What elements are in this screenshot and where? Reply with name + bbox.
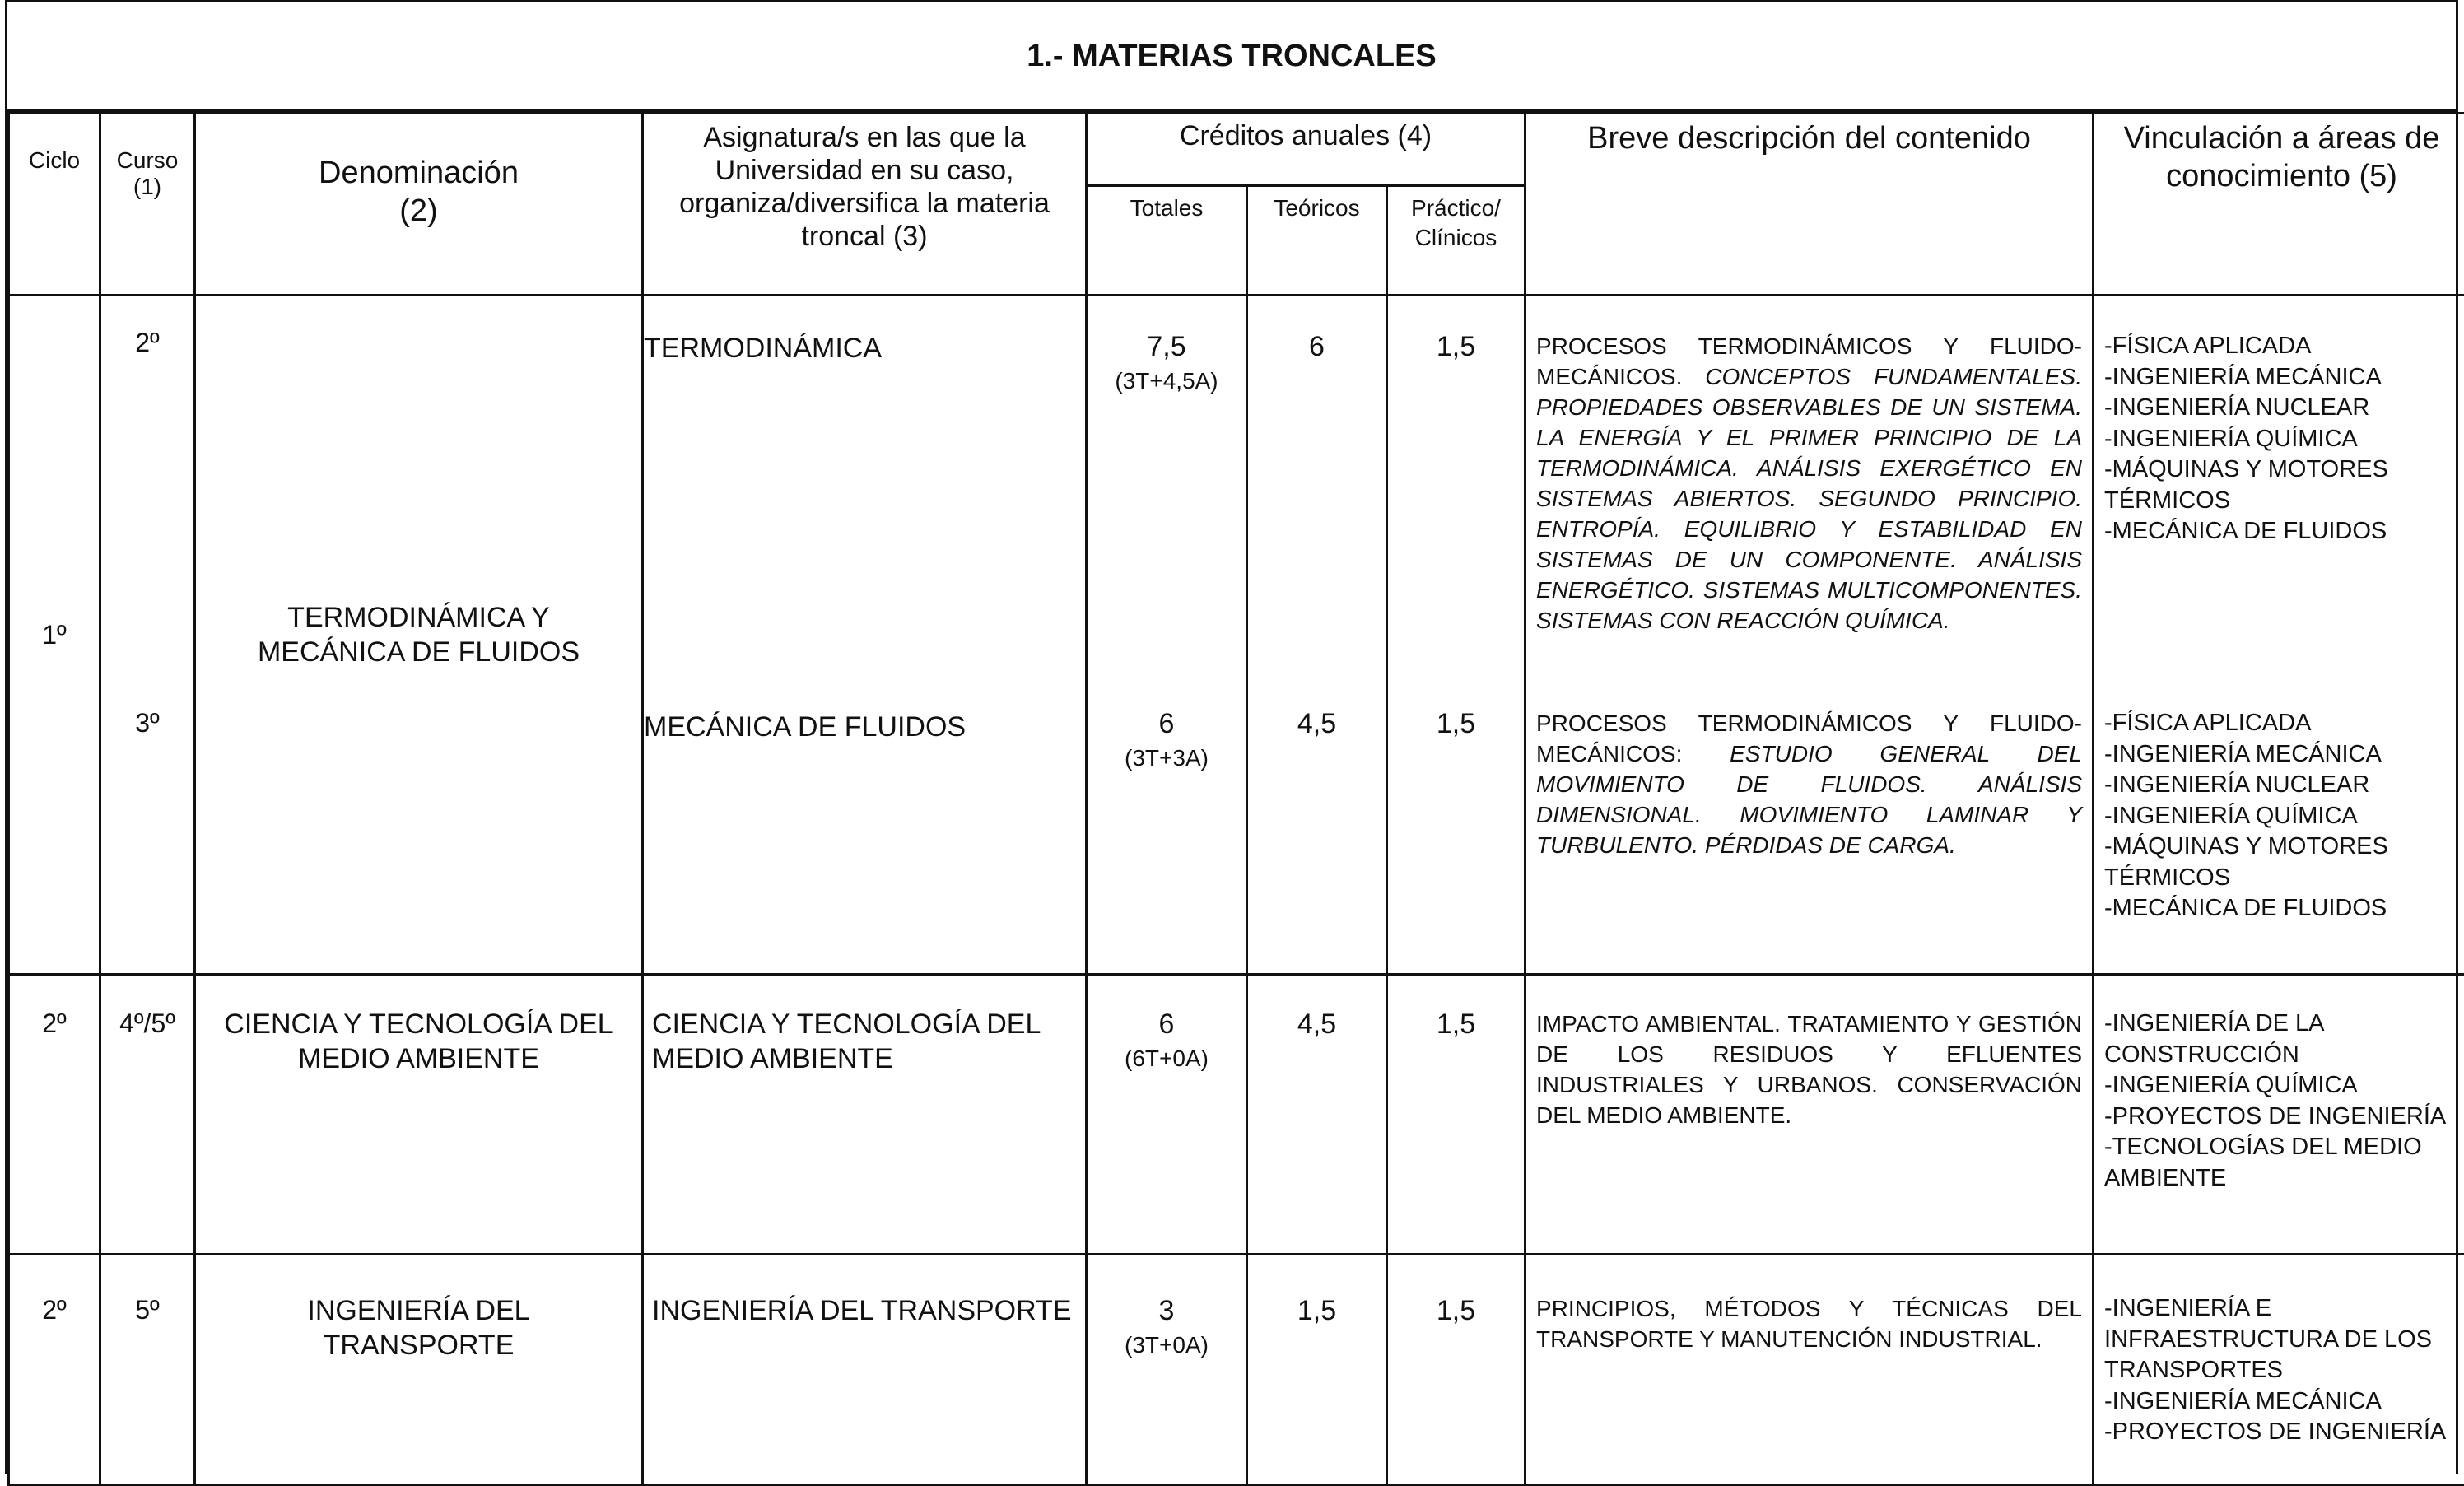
header-totales: Totales [1087, 186, 1247, 296]
area-item: -MECÁNICA DE FLUIDOS [2104, 516, 2459, 547]
denominacion-cell: CIENCIA Y TECNOLOGÍA DEL MEDIO AMBIENTE [195, 975, 643, 1255]
area-item: -FÍSICA APLICADA [2104, 708, 2459, 739]
area-item: -INGENIERÍA E INFRAESTRUCTURA DE LOS TRANSPORTES [2104, 1293, 2459, 1386]
area-item: -PROYECTOS DE INGENIERÍA [2104, 1102, 2459, 1133]
area-item: -FÍSICA APLICADA [2104, 331, 2459, 362]
area-item: -INGENIERÍA DE LA CONSTRUCCIÓN [2104, 1009, 2459, 1070]
area-item: -MÁQUINAS Y MOTORES TÉRMICOS [2104, 832, 2459, 893]
area-item: -INGENIERÍA QUÍMICA [2104, 424, 2459, 455]
table-row [9, 975, 2464, 1255]
denominacion-cell: INGENIERÍA DEL TRANSPORTE [195, 1255, 643, 1485]
area-item: -INGENIERÍA NUCLEAR [2104, 770, 2459, 801]
curso-cell: 2º 3º [100, 296, 195, 975]
area-item: -INGENIERÍA QUÍMICA [2104, 1070, 2459, 1102]
header-asignaturas: Asignatura/s en las que la Universidad en su caso, organiza/diversifica la materia troncal (3) [643, 114, 1087, 296]
header-denominacion: Denominación (2) [195, 114, 643, 296]
document-frame [5, 0, 2458, 1474]
descripcion-cell: IMPACTO AMBIENTAL. TRATAMIENTO Y GESTIÓN DE LOS RESIDUOS Y EFLUENTES INDUSTRIALES Y URBANOS. CONSERVACIÓN DEL MEDIO AMBIENTE. [1525, 975, 2094, 1255]
practicos-cell: 1,5 1,5 [1387, 296, 1525, 975]
totales-cell: 6 (6T+0A) [1087, 975, 1247, 1255]
header-vinculacion: Vinculación a áreas de conocimiento (5) [2094, 114, 2464, 296]
area-item: -INGENIERÍA QUÍMICA [2104, 801, 2459, 832]
teoricos-cell: 4,5 [1247, 975, 1387, 1255]
page-title: 1.- MATERIAS TRONCALES [7, 2, 2456, 112]
header-curso: Curso (1) [100, 114, 195, 296]
practicos-cell: 1,5 [1387, 1255, 1525, 1485]
descripcion-cell: PRINCIPIOS, MÉTODOS Y TÉCNICAS DEL TRANSPORTE Y MANUTENCIÓN INDUSTRIAL. [1525, 1255, 2094, 1485]
curso-cell: 4º/5º [100, 975, 195, 1255]
header-ciclo: Ciclo [9, 114, 100, 296]
header-teoricos: Teóricos [1247, 186, 1387, 296]
materias-table [7, 112, 2464, 1486]
teoricos-cell: 6 4,5 [1247, 296, 1387, 975]
totales-cell: 3 (3T+0A) [1087, 1255, 1247, 1485]
asignatura-cell: INGENIERÍA DEL TRANSPORTE [643, 1255, 1087, 1485]
asignatura-cell: TERMODINÁMICA MECÁNICA DE FLUIDOS [643, 296, 1087, 975]
denominacion-cell: TERMODINÁMICA Y MECÁNICA DE FLUIDOS [195, 296, 643, 975]
areas-cell [2094, 296, 2464, 975]
table-row [9, 296, 2464, 975]
table-row [9, 1255, 2464, 1485]
area-item: -MÁQUINAS Y MOTORES TÉRMICOS [2104, 454, 2459, 516]
ciclo-cell: 2º [9, 1255, 100, 1485]
header-creditos: Créditos anuales (4) [1087, 114, 1525, 186]
areas-cell [2094, 1255, 2464, 1485]
area-item: -INGENIERÍA MECÁNICA [2104, 739, 2459, 771]
area-item: -TECNOLOGÍAS DEL MEDIO AMBIENTE [2104, 1132, 2459, 1194]
area-item: -INGENIERÍA MECÁNICA [2104, 362, 2459, 394]
curso-cell: 5º [100, 1255, 195, 1485]
asignatura-cell: CIENCIA Y TECNOLOGÍA DEL MEDIO AMBIENTE [643, 975, 1087, 1255]
teoricos-cell: 1,5 [1247, 1255, 1387, 1485]
area-item: -INGENIERÍA MECÁNICA [2104, 1386, 2459, 1418]
areas-cell [2094, 975, 2464, 1255]
practicos-cell: 1,5 [1387, 975, 1525, 1255]
ciclo-cell: 2º [9, 975, 100, 1255]
area-item: -MECÁNICA DE FLUIDOS [2104, 893, 2459, 925]
area-item: -INGENIERÍA NUCLEAR [2104, 393, 2459, 424]
header-descripcion: Breve descripción del contenido [1525, 114, 2094, 296]
ciclo-cell: 1º [9, 296, 100, 975]
area-item: -PROYECTOS DE INGENIERÍA [2104, 1417, 2459, 1448]
descripcion-cell: PROCESOS TERMODINÁMICOS Y FLUIDO-MECÁNICOS. CONCEPTOS FUNDAMENTALES. PROPIEDADES OBSERVABLES DE UN SISTEMA. LA ENERGÍA Y EL PRIMER PRINCIPIO DE LA TERMODINÁMICA. ANÁLISIS EXERGÉTICO EN SISTEMAS ABIERTOS. SEGUNDO PRINCIPIO. ENTROPÍA. EQUILIBRIO Y ESTABILIDAD EN SISTEMAS DE UN COMPONENTE. ANÁLISIS ENERGÉTICO. SISTEMAS MULTICOMPONENTES. SISTEMAS CON REACCIÓN QUÍMICA. PROCESOS TERMODINÁMICOS Y FLUIDO-MECÁNICOS: ESTUDIO GENERAL DEL MOVIMIENTO DE FLUIDOS. ANÁLISIS DIMENSIONAL. MOVIMIENTO LAMINAR Y TURBULENTO. PÉRDIDAS DE CARGA. [1525, 296, 2094, 975]
totales-cell: 7,5 (3T+4,5A) 6 (3T+3A) [1087, 296, 1247, 975]
header-practicos: Práctico/ Clínicos [1387, 186, 1525, 296]
